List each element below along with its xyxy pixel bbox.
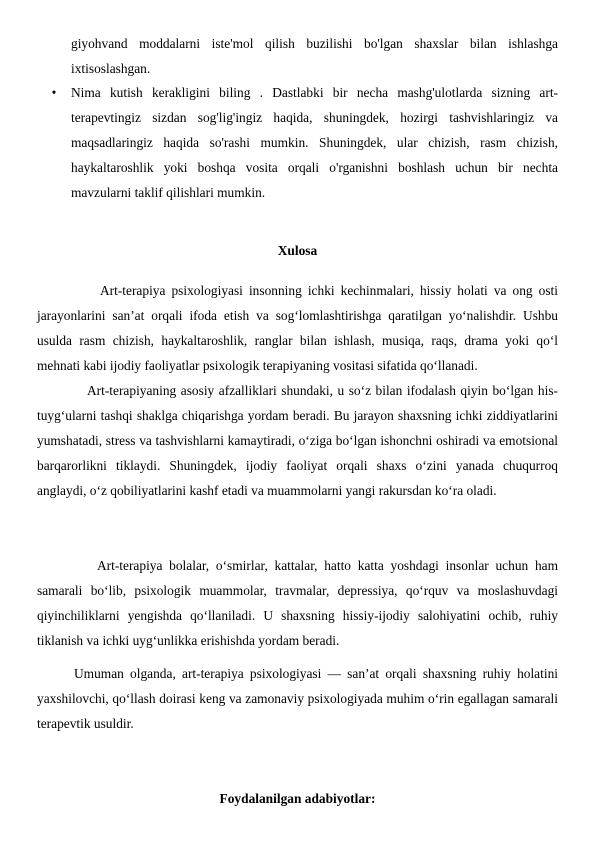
references-heading: Foydalanilgan adabiyotlar: — [219, 791, 376, 806]
conclusion-paragraph-1 — [37, 278, 558, 378]
paragraph-text: Art-terapiyaning asosiy afzalliklari shundaki, u so‘z bilan ifodalash qiyin bo‘lgan his-tuyg‘ularni tashqi shaklga chiqarishga yordam beradi. Bu jarayon shaxsning ichki ziddiyatlarini yumshatadi, stress va tashvishlarni kamaytiradi, o‘ziga bo‘lgan ishonchni oshiradi va emotsional barqarorlikni tiklaydi. Shuningdek, ijodiy faoliyat orqali shaxs o‘zini yanada chuqurroq anglaydi, o‘z qobiliyatlarini kashf etadi va muammolarni yangi rakursdan ko‘ra oladi. — [37, 383, 558, 498]
conclusion-paragraph-4 — [37, 661, 558, 736]
paragraph-text: Art-terapiya psixologiyasi insonning ichki kechinmalari, hissiy holati va ong osti jarayonlarini san’at orqali ifoda etish va sog‘lomlashtirishga qaratilgan yo‘nalishdir. Ushbu usulda rasm chizish, haykaltaroshlik, ranglar bilan ishlash, musiqa, raqs, drama yoki qo‘l mehnati kabi ijodiy faoliyatlar psixologik terapiyaning vositasi sifatida qo‘llanadi. — [37, 283, 558, 373]
bullet-item-text: Nima kutish kerakligini biling . Dastlabki bir necha mashg'ulotlarda sizning art-terapevtingiz sizdan sog'lig'ingiz haqida, shuningdek, hozirgi tashvishlaringiz va maqsadlaringiz haqida so'rashi mumkin. Shuningdek, ular chizish, rasm chizish, haykaltaroshlik yoki boshqa vosita orqali o'rganishni boshlash uchun bir nechta mavzularni taklif qilishlari mumkin. — [71, 85, 558, 200]
conclusion-heading: Xulosa — [277, 243, 318, 258]
conclusion-paragraph-3 — [37, 553, 558, 653]
paragraph-text: Umuman olganda, art-terapiya psixologiyasi — san’at orqali shaxsning ruhiy holatini yaxshilovchi, qo‘llash doirasi keng va zamonaviy psixologiyada muhim o‘rin egallagan samarali terapevtik usuldir. — [37, 666, 558, 731]
bullet-icon: • — [51, 85, 57, 100]
paragraph-text: Art-terapiya bolalar, o‘smirlar, kattalar, hatto katta yoshdagi insonlar uchun ham samarali bo‘lib, psixologik muammolar, travmalar, depressiya, qo‘rquv va moslashuvdagi qiyinchiliklarni yengishda qo‘llaniladi. U shaxsning hissiy-ijodiy salohiyatini ochib, ruhiy tiklanish va ichki uyg‘unlikka erishishda yordam beradi. — [37, 558, 558, 648]
conclusion-paragraph-2 — [37, 378, 558, 503]
continued-paragraph: giyohvand moddalarni iste'mol qilish buzilishi bo'lgan shaxslar bilan ishlashga ixtisoslashgan. — [71, 36, 558, 76]
